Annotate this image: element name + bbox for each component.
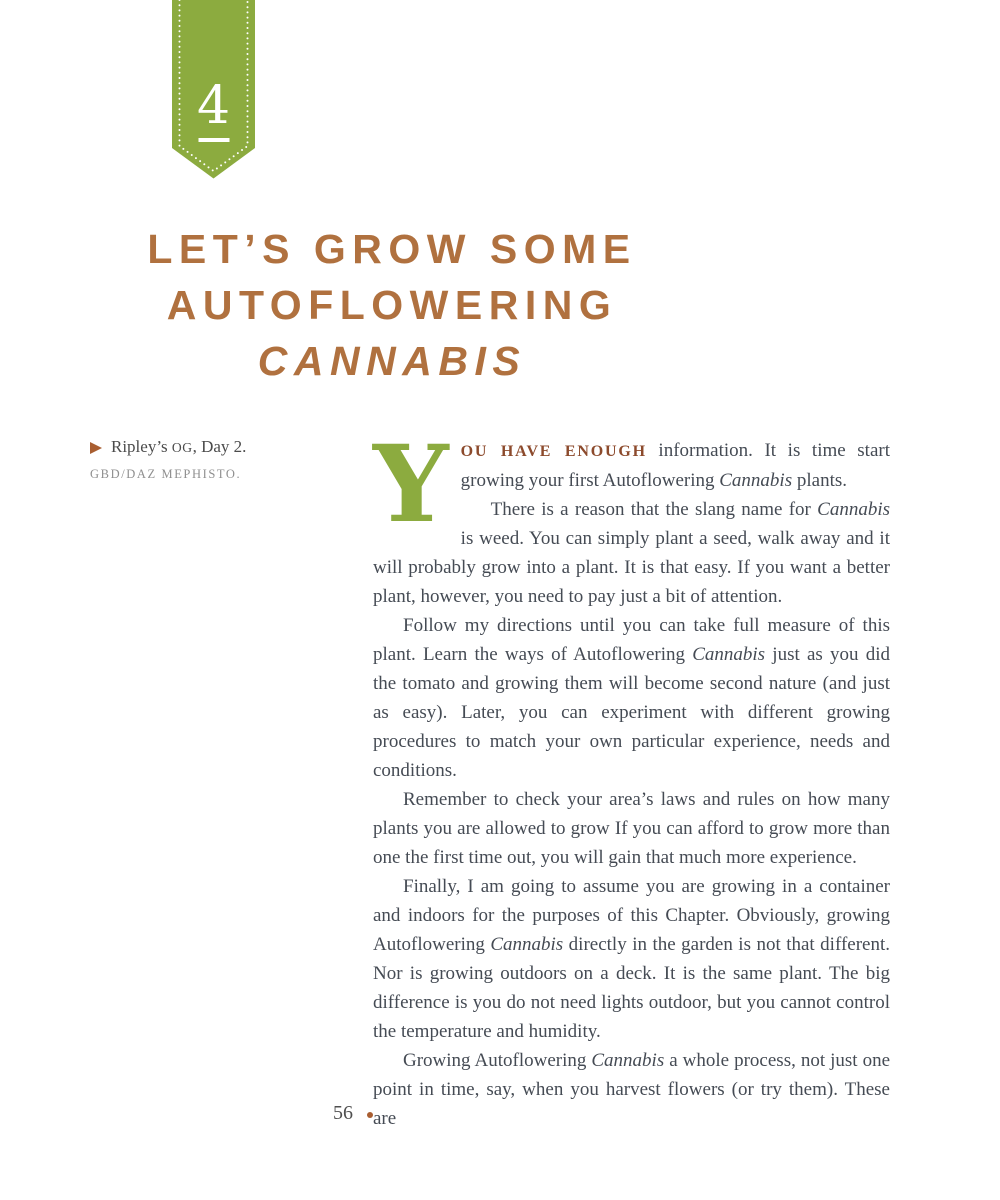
chapter-number: 4 bbox=[196, 76, 231, 136]
dropcap-letter: Y bbox=[373, 421, 449, 546]
caption-text-prefix: Ripley’s bbox=[111, 437, 172, 456]
chapter-ribbon bbox=[172, 0, 255, 179]
chapter-title bbox=[122, 221, 662, 389]
caption-text bbox=[111, 437, 246, 458]
chapter-title-line-1: LET’S GROW SOME bbox=[147, 226, 637, 272]
caption-line bbox=[90, 437, 345, 458]
opening-paragraph bbox=[373, 421, 891, 546]
body-paragraphs bbox=[373, 495, 890, 1133]
caption-credit: GBD/DAZ MEPHISTO. bbox=[90, 467, 242, 481]
caption-text-suffix: , Day 2. bbox=[192, 437, 247, 456]
body-paragraph: Follow my directions until you can take full measure of this plant. Learn the ways of Autoflowering Cannabis just as you did the tomato and growing them will become second nature (and just as easy). Later, you can experiment with different growing procedures to match your own particular experience, needs and conditions. bbox=[373, 615, 891, 781]
body-column bbox=[373, 421, 891, 1133]
body-paragraph: There is a reason that the slang name for Cannabis is weed. You can simply plant a seed, walk away and it will probably grow into a plant. It is that easy. If you want a better plant, however, you need to pay just a bit of attention. bbox=[373, 499, 890, 607]
page-number: 56 bbox=[333, 1102, 353, 1124]
body-paragraph: Finally, I am going to assume you are growing in a container and indoors for the purposes of this Chapter. Obviously, growing Autoflowering Cannabis directly in the garden is not that different. Nor is growing outdoors on a deck. It is the same plant. The big difference is you do not need lights outdoor, but you cannot control the temperature and humidity. bbox=[373, 876, 890, 1042]
chapter-title-line-2: AUTOFLOWERING bbox=[166, 282, 618, 328]
opening-paragraph-text: information. It is time start growing your first Autoflowering Cannabis plants. bbox=[460, 440, 891, 491]
chapter-title-line-3: CANNABIS bbox=[257, 338, 527, 384]
chapter-number-underline bbox=[198, 138, 229, 142]
body-paragraph: Growing Autoflowering Cannabis a whole process, not just one point in time, say, when you harvest flowers (or try them). These are bbox=[373, 1050, 890, 1129]
caption-strain-name: OG bbox=[171, 440, 193, 455]
photo-caption bbox=[90, 437, 345, 482]
caption-arrow-icon bbox=[90, 442, 102, 454]
page-footer bbox=[333, 1102, 373, 1124]
body-paragraph: Remember to check your area’s laws and rules on how many plants you are allowed to grow If you can afford to grow more than one the first time out, you will gain that much more experience. bbox=[373, 789, 890, 868]
page-number-dot-icon bbox=[367, 1112, 373, 1118]
runin-smallcaps: OU HAVE ENOUGH bbox=[460, 443, 647, 460]
